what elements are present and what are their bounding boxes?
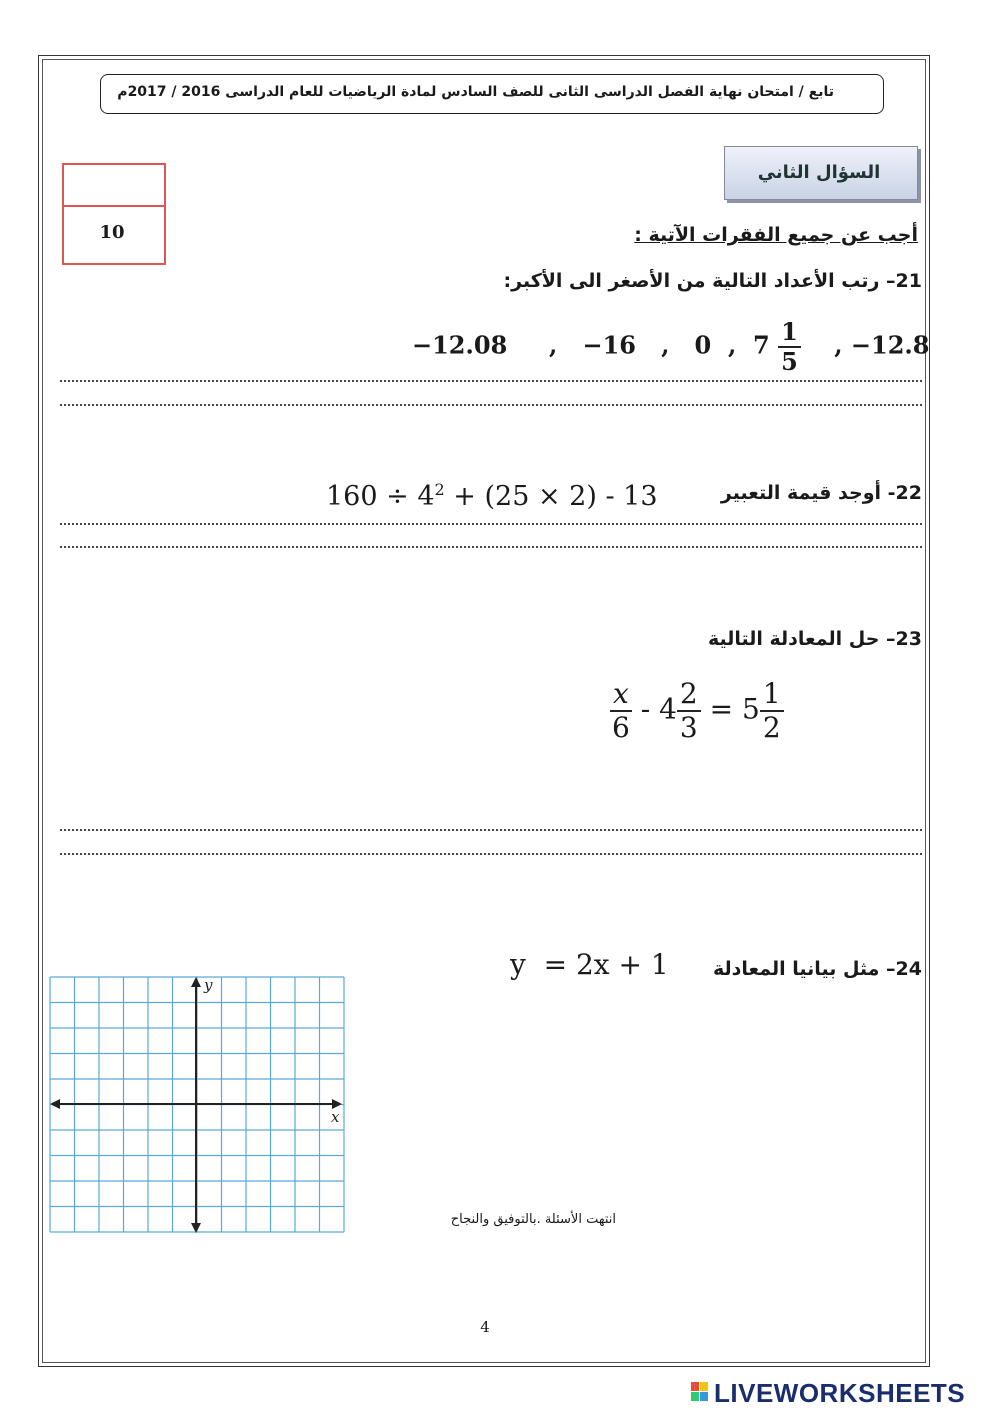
answer-line[interactable] — [60, 404, 922, 406]
score-box-empty[interactable] — [62, 163, 166, 207]
q23-rhs-den: 2 — [762, 711, 781, 744]
closing-note: انتهت الأسئلة .بالتوفيق والنجاح — [450, 1212, 616, 1227]
page-number: 4 — [480, 1318, 490, 1336]
q21-number-5: −12.8 — [850, 330, 930, 360]
score-value: 10 — [99, 222, 125, 243]
q23-variable: x — [610, 680, 632, 712]
q23-lhs-fraction — [610, 677, 632, 744]
q21-number-4-whole: 7 — [753, 330, 770, 360]
q22-expr-part-a: 160 ÷ 4 — [326, 481, 435, 512]
footer-brand: LIVEWORKSHEETS — [714, 1378, 966, 1408]
coordinate-grid[interactable] — [48, 975, 346, 1235]
answer-line[interactable] — [60, 853, 922, 855]
q24-equation: y = 2x + 1 — [510, 948, 669, 981]
q22-exponent: 2 — [434, 480, 445, 499]
answer-line[interactable] — [60, 523, 922, 525]
q23-equals: = — [700, 692, 742, 726]
liveworksheets-logo-icon — [690, 1380, 710, 1404]
q21-fraction-num: 1 — [778, 320, 801, 348]
question-title: السؤال الثاني — [757, 162, 881, 183]
q22-expression — [326, 480, 658, 512]
q23-rhs-whole: 5 — [741, 692, 760, 726]
y-axis-arrow-up — [191, 977, 201, 987]
q21-fraction-den: 5 — [781, 347, 798, 376]
q21-number-3: 0 — [694, 330, 712, 360]
y-axis-label: y — [204, 976, 213, 994]
separator: , — [834, 330, 843, 360]
answer-line[interactable] — [60, 546, 922, 548]
q21-numbers — [412, 317, 930, 376]
q23-minus: - — [631, 692, 660, 726]
separator: , — [661, 330, 670, 360]
q23-rhs-fraction — [760, 677, 784, 744]
q24-label: 24– مثل بيانيا المعادلة — [713, 958, 922, 980]
instructions: أجب عن جميع الفقرات الآتية : — [634, 224, 918, 246]
q23-rhs-num: 1 — [760, 680, 784, 712]
separator: , — [727, 330, 737, 360]
q21-fraction — [778, 317, 801, 376]
exam-header: تابع / امتحان نهاية الفصل الدراسى الثانى للصف السادس لمادة الرياضيات للعام الدراسى 2016 / 2017م — [117, 84, 834, 100]
q23-variable-den: 6 — [611, 711, 630, 744]
q23-label: 23– حل المعادلة التالية — [707, 628, 922, 650]
q21-number-2: −16 — [582, 330, 636, 360]
x-axis-arrow-left — [50, 1099, 60, 1109]
separator: , — [549, 330, 558, 360]
q21-label: 21– رتب الأعداد التالية من الأصغر الى الأكبر: — [503, 270, 922, 292]
answer-line[interactable] — [60, 829, 922, 831]
q22-label: 22- أوجد قيمة التعبير — [720, 482, 922, 504]
answer-line[interactable] — [60, 380, 922, 382]
q23-equation — [610, 677, 784, 744]
q23-mixed-fraction — [677, 677, 701, 744]
q22-expr-part-b: + (25 × 2) - 13 — [444, 481, 658, 512]
q23-mixed-num: 2 — [677, 680, 701, 712]
q21-number-1: −12.08 — [412, 330, 508, 360]
x-axis-label: x — [331, 1108, 340, 1126]
q23-mixed-den: 3 — [679, 711, 698, 744]
q23-mixed-whole: 4 — [659, 692, 677, 726]
